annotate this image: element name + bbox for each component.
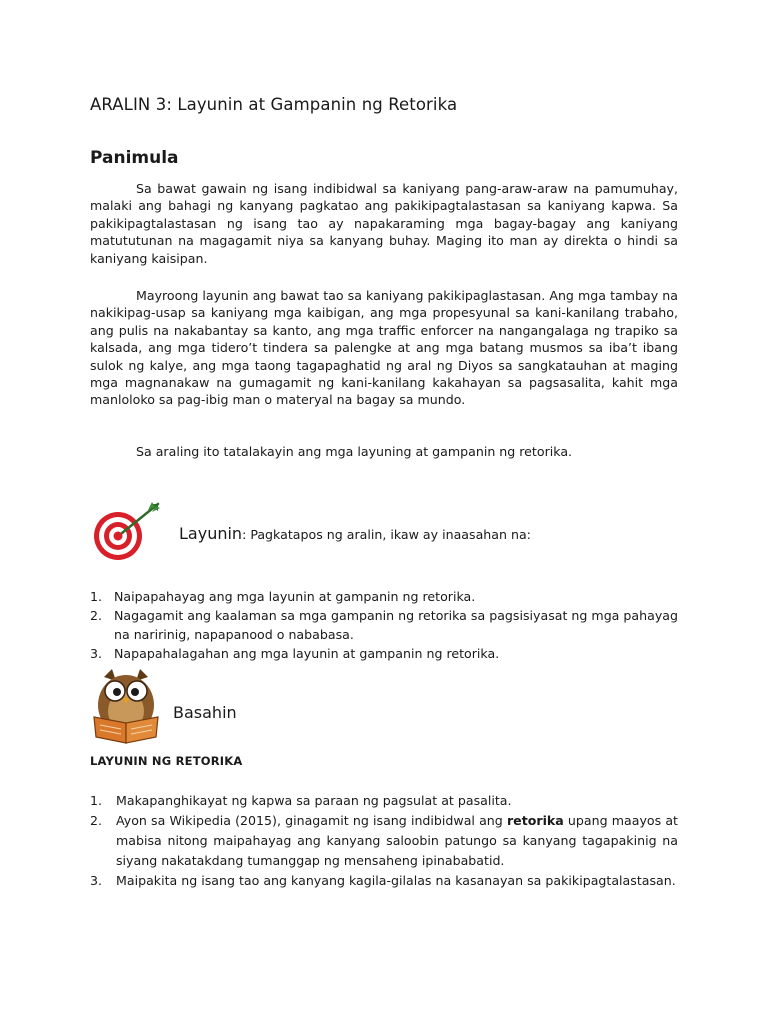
objectives-label: Layunin	[179, 524, 243, 543]
list-item	[90, 587, 678, 606]
list-item-number: 3.	[90, 646, 103, 661]
objectives-list	[90, 587, 678, 663]
target-arrow-icon	[88, 498, 164, 564]
owl-reading-book-icon	[88, 667, 164, 745]
list-item-number: 2.	[90, 608, 103, 623]
read-label: Basahin	[173, 703, 237, 722]
list-item-text: Napapahalagahan ang mga layunin at gampanin ng retorika.	[114, 646, 500, 661]
lesson-title: ARALIN 3: Layunin at Gampanin ng Retorika	[90, 95, 458, 114]
list-item-number: 1.	[90, 589, 103, 604]
list-item-text-before: Ayon sa Wikipedia (2015), ginagamit ng isang indibidwal ang	[116, 813, 507, 828]
objectives-intro-text: Pagkatapos ng aralin, ikaw ay inaasahan na:	[246, 527, 531, 542]
list-item-number: 2.	[90, 813, 103, 828]
list-item-text: Makapanghikayat ng kapwa sa paraan ng pagsulat at pasalita.	[116, 793, 512, 808]
list-item-text: Naipapahayag ang mga layunin at gampanin ng retorika.	[114, 589, 476, 604]
list-item-text: Nagagamit ang kaalaman sa mga gampanin ng retorika sa pagsisiyasat ng mga pahayag na naririnig, napapanood o nababasa.	[114, 608, 678, 642]
list-item	[90, 644, 678, 663]
intro-paragraph-2: Mayroong layunin ang bawat tao sa kaniyang pakikipaglastasan. Ang mga tambay na nakikipag-usap sa kaniyang mga kaibigan, ang mga propesyunal sa kani-kanilang trabaho, ang pulis na nakabantay sa kanto, ang mga traffic enforcer na nangangalaga ng trapiko sa kalsada, ang mga tidero’t tindera sa palengke at ang mga batang musmos sa iba’t ibang sulok ng kalye, ang mga taong tagapaghatid ng aral ng Diyos sa sangkatauhan at maging mga magnanakaw na gumagamit ng kani-kanilang kakahayan sa pagsasalita, kahit mga manloloko sa pag-ibig man o materyal na bagay sa mundo.	[90, 288, 678, 408]
intro-heading: Panimula	[90, 148, 179, 168]
objectives-intro	[179, 524, 531, 543]
intro-paragraph-1: Sa bawat gawain ng isang indibidwal sa kaniyang pang-araw-araw na pamumuhay, malaki ang bahagi ng kanyang pagkatao ang pakikipagtalastasan sa kaniyang kapwa. Sa pakikipagtalastasan ng isang tao ay napakaraming mga bagay-bagay ang kaniyang matututunan na magagamit niya sa kanyang buhay. Maging ito man ay direkta o hindi sa kaniyang kaisipan.	[90, 181, 678, 266]
rhetoric-goals-list	[90, 791, 678, 891]
intro-paragraph-3: Sa araling ito tatalakayin ang mga layuning at gampanin ng retorika.	[136, 444, 573, 459]
bold-term: retorika	[506, 813, 564, 828]
objectives-colon: :	[242, 527, 247, 542]
rhetoric-subheading: LAYUNIN NG RETORIKA	[90, 754, 243, 768]
list-item-number: 1.	[90, 793, 103, 808]
list-item	[90, 606, 678, 644]
list-item-number: 3.	[90, 873, 103, 888]
list-item-text-after: upang maayos at mabisa nitong maipahayag ang kanyang saloobin patungo sa kanyang tagapakinig na siyang nakatakdang tumanggap ng mensaheng ipinababatid.	[116, 813, 678, 868]
list-item	[90, 871, 678, 891]
list-item	[90, 791, 678, 811]
list-item-text: Maipakita ng isang tao ang kanyang kagila-gilalas na kasanayan sa pakikipagtalastasan.	[116, 873, 676, 888]
list-item	[90, 811, 678, 871]
